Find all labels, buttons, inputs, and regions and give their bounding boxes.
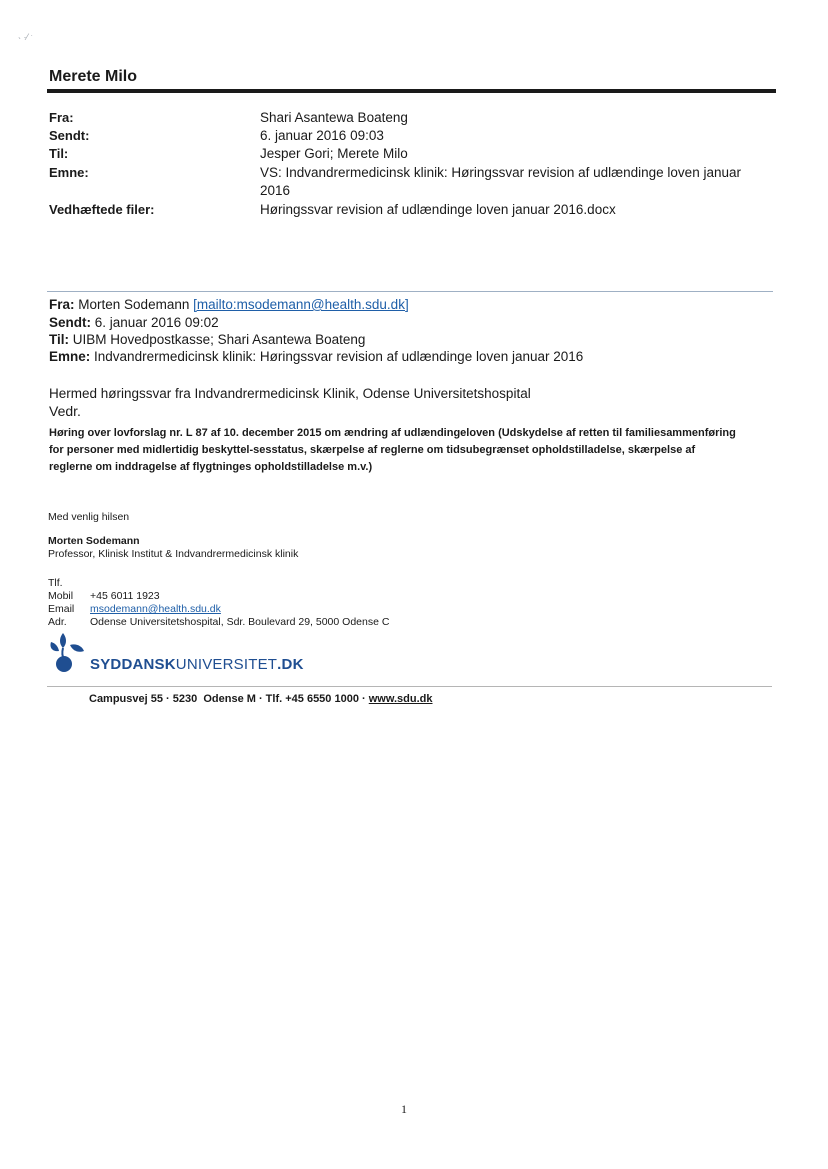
scan-artifact: ˴ ·⁄ ˑ: [18, 32, 33, 42]
intro-text: Hermed høringssvar fra Indvandrermedicinsk Klinik, Odense Universitetshospital: [49, 386, 531, 401]
attachments-value[interactable]: Høringssvar revision af udlændinge loven januar 2016.docx: [260, 202, 616, 217]
owner-divider: [47, 89, 776, 93]
vedr-label: Vedr.: [49, 403, 81, 419]
forward-from-label: Fra:: [49, 297, 75, 312]
to-value: Jesper Gori; Merete Milo: [260, 146, 408, 161]
subject-value: VS: Indvandrermedicinsk klinik: Høringssvar revision af udlændinge loven januar 2016: [260, 165, 741, 198]
signature-title: Professor, Klinisk Institut & Indvandrermedicinsk klinik: [48, 548, 299, 560]
logo-bold-part: SYDDANSK: [90, 656, 176, 673]
forward-sent-label: Sendt:: [49, 315, 91, 330]
to-label: Til:: [49, 146, 69, 161]
sent-label: Sendt:: [49, 128, 90, 143]
hearing-text: Høring over lovforslag nr. L 87 af 10. december 2015 om ændring af udlændingeloven (Udskydelse af retten til familiesammenføring for personer med midlertidig beskyttel-sesstatus, skærpelse af reglerne om tidsubegrænset opholdstilladelse, skærpelse af reglerne om inddragelse af flygtninges opholdstilladelse m.v.): [49, 427, 736, 473]
forward-to-value: UIBM Hovedpostkasse; Shari Asantewa Boateng: [72, 332, 366, 347]
forward-subject-value: Indvandrermedicinsk klinik: Høringssvar revision af udlændinge loven januar 2016: [94, 349, 584, 364]
footer-website-link[interactable]: www.sdu.dk: [368, 693, 433, 705]
email-link[interactable]: msodemann@health.sdu.dk: [90, 603, 221, 615]
document-owner: Merete Milo: [49, 68, 138, 85]
forward-mailto-link[interactable]: [mailto:msodemann@health.sdu.dk]: [193, 297, 409, 312]
footer-address: Campusvej 55 · 5230 Odense M · Tlf. +45 6550 1000 ·: [89, 693, 369, 705]
footer-divider: [47, 686, 772, 687]
forward-from-name: Morten Sodemann: [78, 297, 190, 312]
mobil-value: +45 6011 1923: [90, 590, 160, 602]
mobil-label: Mobil: [48, 590, 74, 602]
sent-value: 6. januar 2016 09:03: [260, 128, 384, 143]
email-label: Email: [48, 603, 75, 615]
attachments-label: Vedhæftede filer:: [49, 202, 155, 217]
sdu-logo-text: [90, 656, 304, 673]
adr-value: Odense Universitetshospital, Sdr. Boulevard 29, 5000 Odense C: [90, 616, 390, 628]
forward-subject-line: [49, 349, 583, 364]
forward-to-line: [49, 332, 365, 347]
forward-sent-value: 6. januar 2016 09:02: [94, 315, 219, 330]
signature-name: Morten Sodemann: [48, 535, 140, 547]
page-number: 1: [401, 1102, 407, 1116]
tlf-label: Tlf.: [48, 577, 63, 589]
from-label: Fra:: [49, 110, 74, 125]
footer-line: [89, 693, 433, 705]
forward-sent-line: [49, 315, 219, 330]
adr-label: Adr.: [48, 616, 67, 628]
subject-label: Emne:: [49, 165, 89, 180]
forward-divider: [47, 291, 773, 292]
forward-subject-label: Emne:: [49, 349, 91, 364]
forward-to-label: Til:: [49, 332, 69, 347]
greeting: Med venlig hilsen: [48, 511, 130, 523]
sdu-logo-icon: [47, 632, 87, 674]
forward-from-line: [49, 297, 409, 312]
logo-light-part: UNIVERSITET: [175, 656, 278, 673]
logo-suffix: .DK: [277, 656, 304, 673]
from-value: Shari Asantewa Boateng: [260, 110, 408, 125]
